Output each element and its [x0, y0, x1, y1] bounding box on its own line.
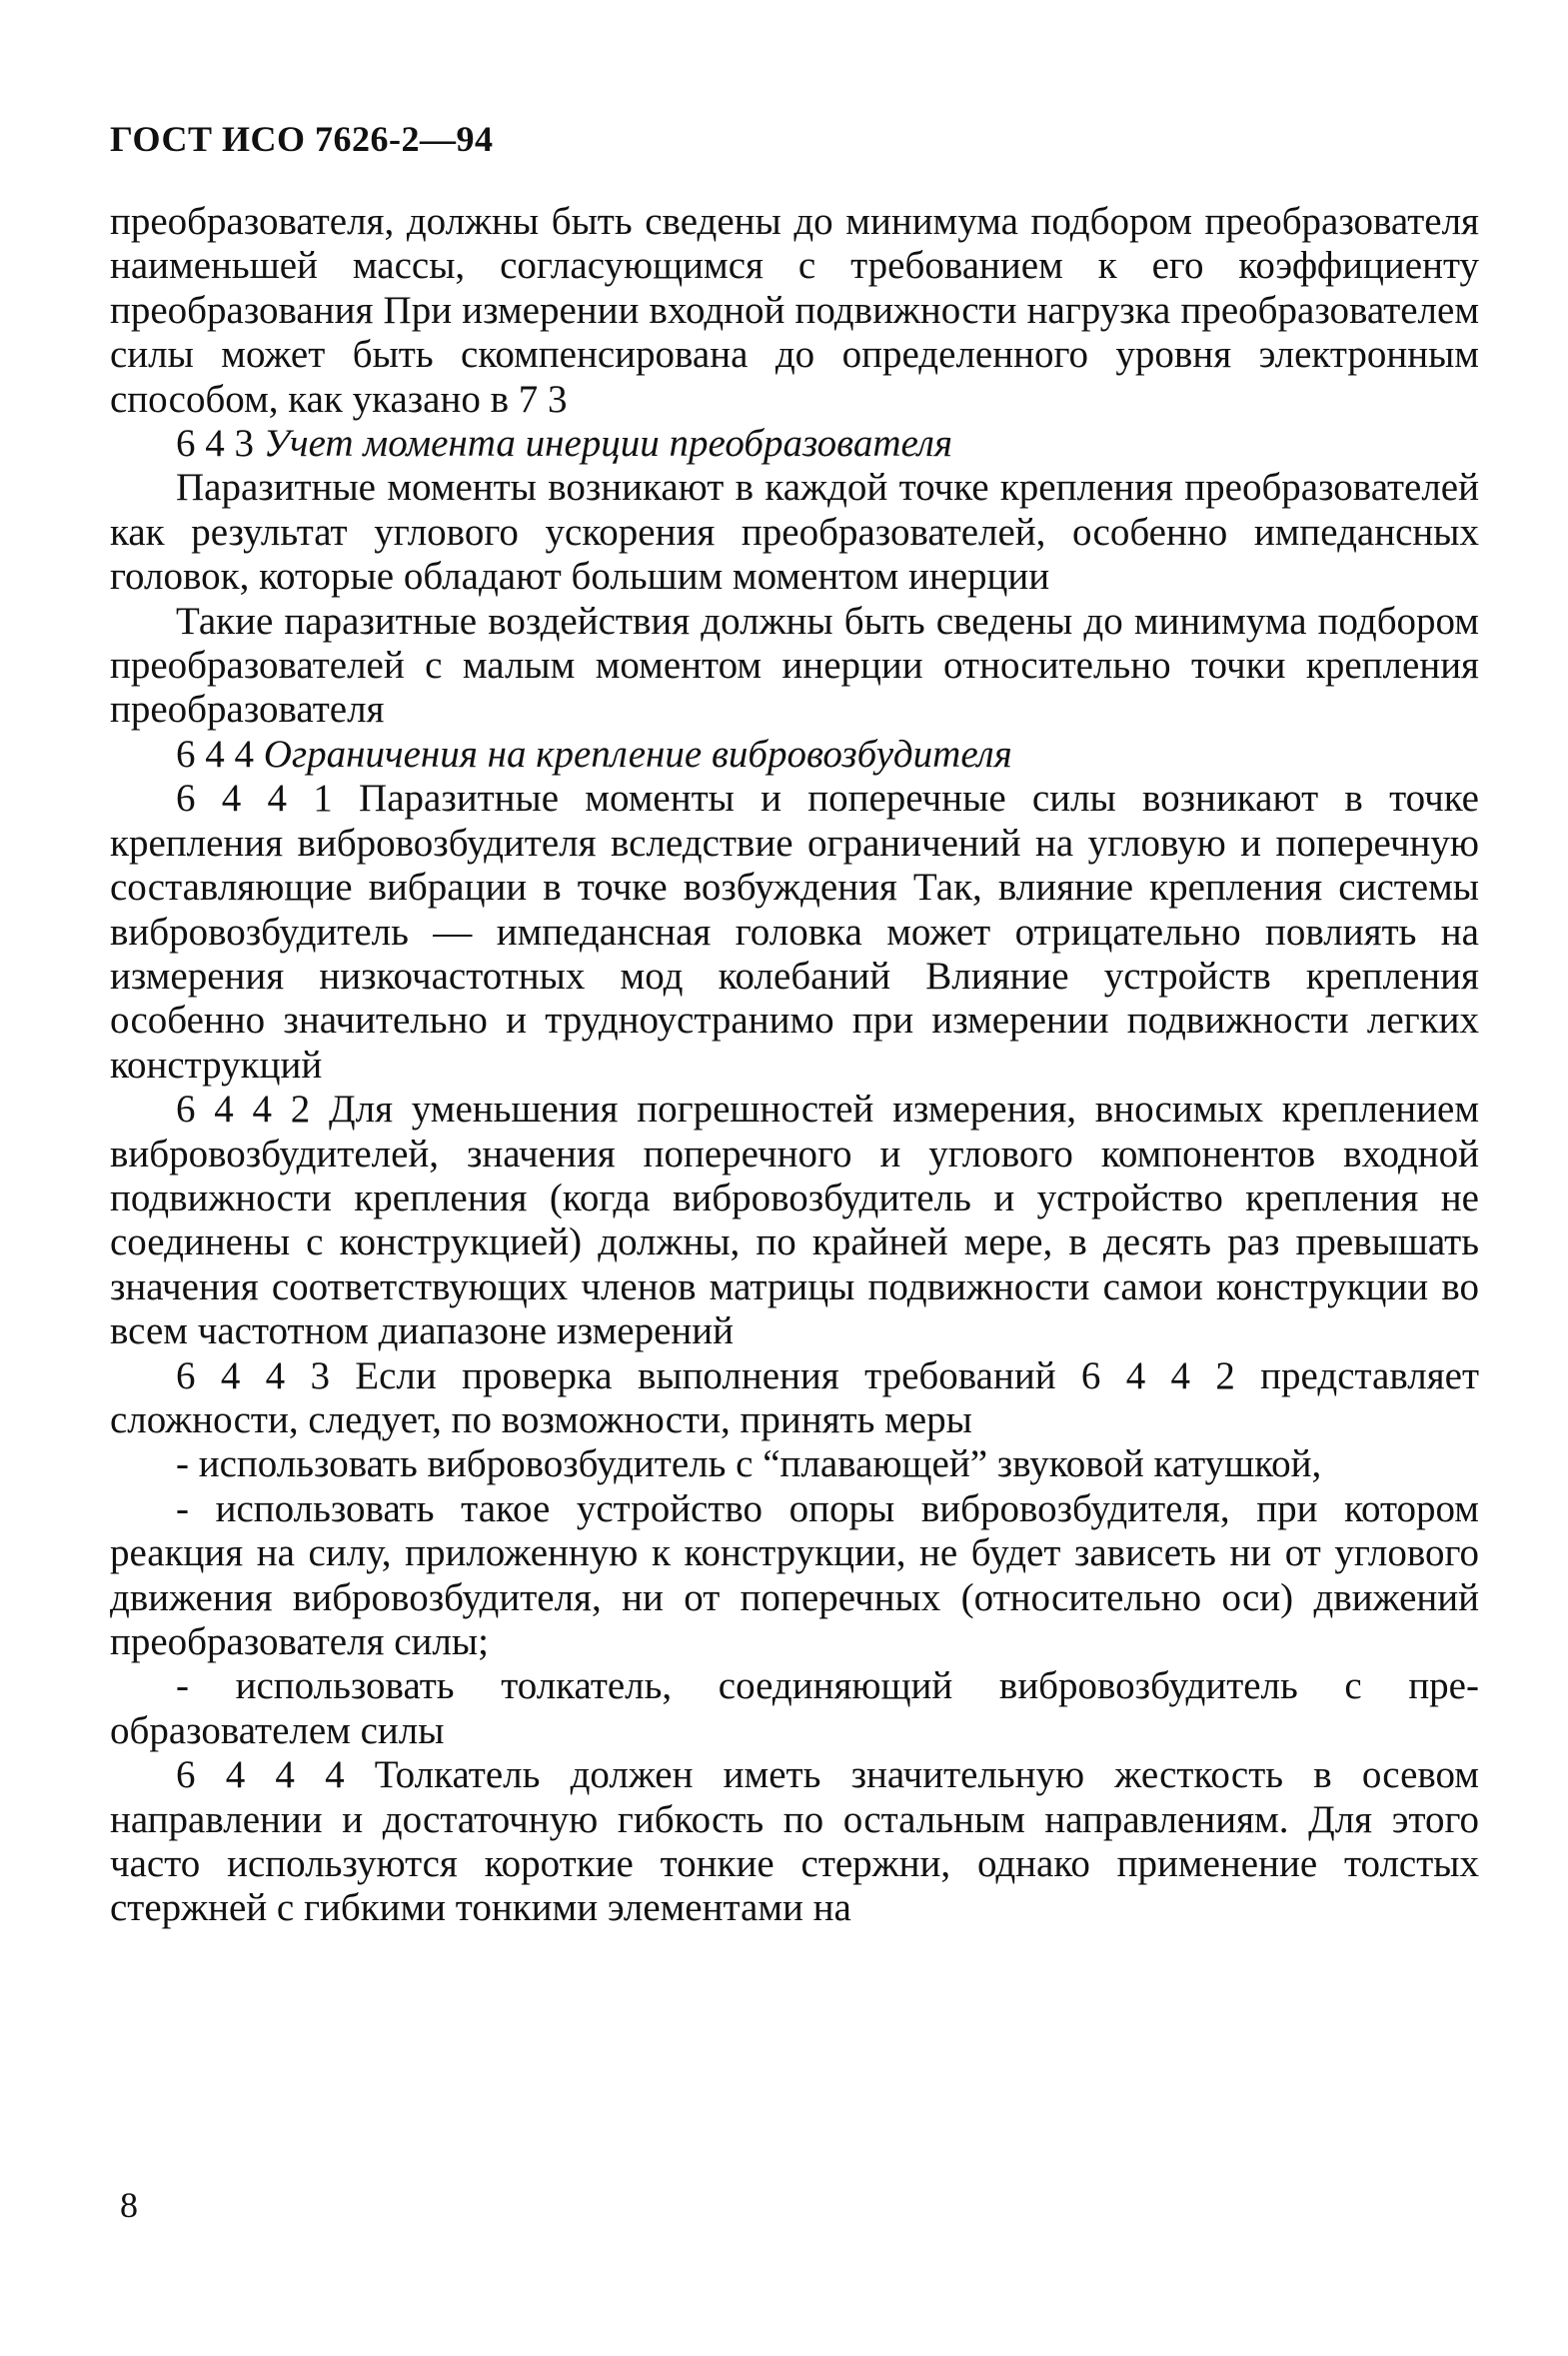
paragraph: Такие паразитные воздействия должны быть сведены до минимума подбором преобразователей с малым моментом инерции относительно точки крепления преобразователя [110, 599, 1479, 732]
section-title: Ограничения на крепление вибровозбудителя [263, 732, 1012, 776]
body-text [110, 200, 1479, 1931]
list-item: - использовать такое устройство опоры вибровозбудителя, при котором реакция на силу, приложенную к конструкции, не будет зависеть ни от углового движения вибровозбудителя, ни от поперечных (относительно оси) движений преобразователя силы; [110, 1486, 1479, 1663]
page-number: 8 [120, 2185, 138, 2225]
clause-6-4-4-4: 6 4 4 4 Толкатель должен иметь значительную жесткость в осевом направлении и достаточную гибкость по остальным направлениям. Для этого часто используются короткие тонкие стержни, однако применение толстых стержней с гибкими тонкими элементами на [110, 1753, 1479, 1930]
clause-6-4-4-2: 6 4 4 2 Для уменьшения погрешностей измерения, вносимых креплением вибровозбудителей, значения поперечного и углового компонентов входной подвижности крепления (когда вибровозбудитель и устройство крепления не соединены с конструкцией) должны, по крайней мере, в десять раз превышать значения соответствующих членов матрицы подвижности самои конструкции во всем частотном диапазоне измерений [110, 1088, 1479, 1353]
paragraph-continuation: преобразователя, должны быть сведены до минимума подбором преобразователя наименьшей массы, согласующимся с требованием к его коэффициенту преобразования При измерении входной подвижности нагрузка преобразователем силы может быть скомпенсирована до определенного уровня электронным способом, как указано в 7 3 [110, 200, 1479, 421]
clause-6-4-4-3: 6 4 4 3 Если проверка выполнения требований 6 4 4 2 представляет сложности, следует, по возможности, принять меры [110, 1353, 1479, 1441]
list-item: - использовать толкатель, соединяющий вибровозбудитель с преобразователем силы [110, 1664, 1479, 1752]
document-header: ГОСТ ИСО 7626-2—94 [110, 119, 494, 159]
section-title: Учет момента инерции преобразователя [263, 422, 952, 466]
section-number: 6 4 3 [176, 422, 254, 466]
clause-6-4-4-1: 6 4 4 1 Паразитные моменты и поперечные силы возникают в точке крепления вибровозбудителя вследствие ограничений на угловую и поперечную составляющие вибрации в точке возбуждения Так, влияние крепления системы вибровозбудитель — импедансная головка может отрицательно повлиять на измерения низкочастотных мод колебаний Влияние устройств крепления особенно значительно и трудноустранимо при измерении подвижности легких конструкций [110, 777, 1479, 1087]
paragraph: Паразитные моменты возникают в каждой точке крепления преобразователей как результат углового ускорения преобразователей, особенно импедансных головок, которые обладают большим моментом инерции [110, 466, 1479, 599]
section-heading-6-4-3 [110, 422, 1479, 466]
section-heading-6-4-4 [110, 733, 1479, 777]
section-number: 6 4 4 [176, 732, 254, 776]
list-item: - использовать вибровозбудитель с “плавающей” звуковой катушкой, [176, 1442, 1322, 1486]
